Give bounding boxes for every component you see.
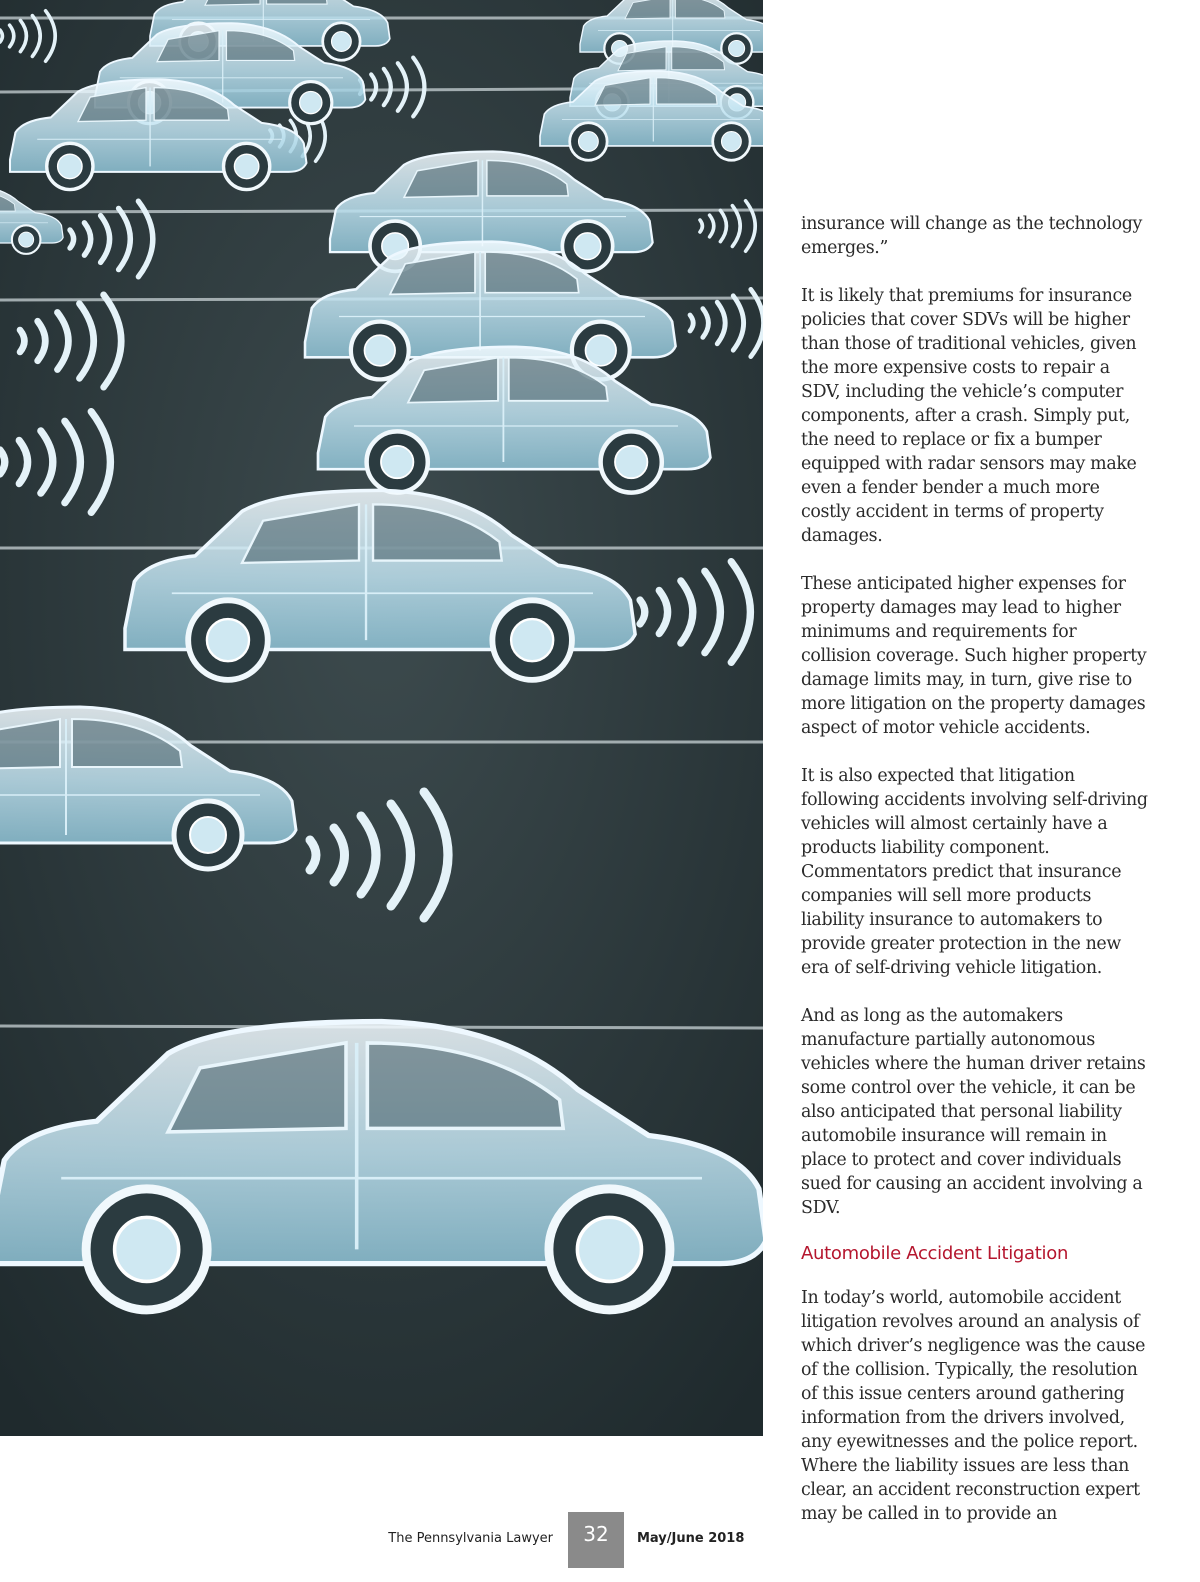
article-column xyxy=(801,212,1151,1550)
page-number: 32 xyxy=(568,1512,624,1568)
article-paragraph: And as long as the automakers manufacture partially autonomous vehicles where the human driver retains some control over the vehicle, it can be also anticipated that personal liability automobile insurance will remain in place to protect and cover individuals sued for causing an accident involving a SDV. xyxy=(801,1006,1146,1218)
article-paragraph: insurance will change as the technology emerges.” xyxy=(801,214,1142,258)
issue-date: May/June 2018 xyxy=(637,1531,745,1546)
section-heading: Automobile Accident Litigation xyxy=(801,1243,1069,1264)
article-paragraph: In today’s world, automobile accident litigation revolves around an analysis of which driver’s negligence was the cause of the collision. Typically, the resolution of this issue centers around gathering information from the drivers involved, any eyewitnesses and the police report. Where the liability issues are less than clear, an accident reconstruction expert may be called in to provide an xyxy=(801,1288,1146,1524)
article-paragraph: These anticipated higher expenses for property damages may lead to higher minimums and requirements for collision coverage. Such higher property damage limits may, in turn, give rise to more litigation on the property damages aspect of motor vehicle accidents. xyxy=(801,574,1147,738)
article-paragraph: It is also expected that litigation following accidents involving self-driving vehicles will almost certainly have a products liability component. Commentators predict that insurance companies will sell more products liability insurance to automakers to provide greater protection in the new era of self-driving vehicle litigation. xyxy=(801,766,1148,978)
page-footer xyxy=(0,1512,1200,1568)
article-paragraph: It is likely that premiums for insurance policies that cover SDVs will be higher than those of traditional vehicles, given the more expensive costs to repair a SDV, including the vehicle’s computer components, after a crash. Simply put, the need to replace or fix a bumper equipped with radar sensors may make even a fender bender a much more costly accident in terms of property damages. xyxy=(801,286,1137,546)
publication-name: The Pennsylvania Lawyer xyxy=(388,1531,553,1546)
